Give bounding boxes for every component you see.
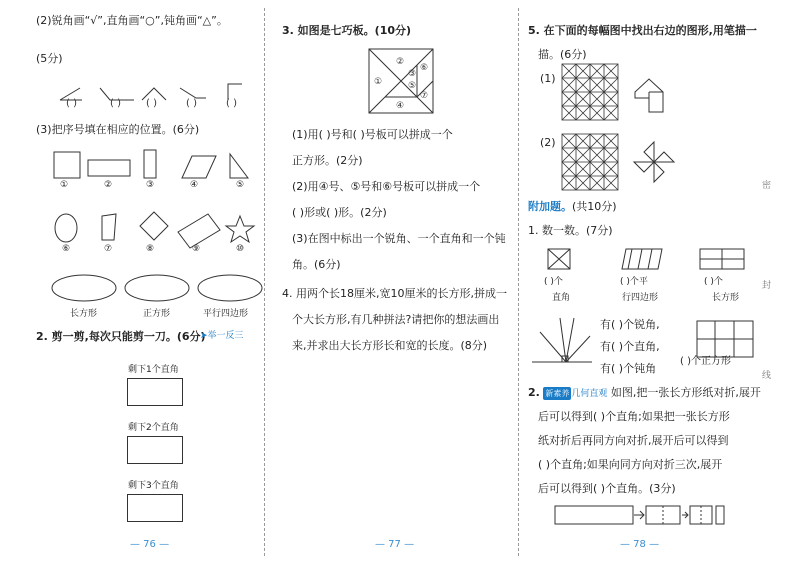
square-count: ( )个正方形 xyxy=(680,356,731,367)
sub-label: (2) xyxy=(540,136,556,149)
tangram-number: ⑤ xyxy=(408,81,417,91)
angle-question: 有( )个钝角 xyxy=(600,362,657,375)
extra-title: 附加题。 xyxy=(528,200,572,213)
question-text: 后可以得到( )个直角。(3分) xyxy=(538,482,676,495)
count-figures xyxy=(546,248,746,272)
target-shape-1 xyxy=(634,78,666,114)
page-number: — 76 — xyxy=(130,539,170,550)
new-literacy-tag: 新素养 xyxy=(545,389,570,398)
count-caption: 行四边形 xyxy=(622,293,659,303)
tag-text: ➤举一反三 xyxy=(200,331,244,341)
question-text: ( )形或( )形。(2分) xyxy=(292,206,387,219)
category-ellipses xyxy=(52,274,262,304)
tangram-number: ⑥ xyxy=(420,63,429,73)
question-2-line xyxy=(528,386,761,401)
question-text: 正方形。(2分) xyxy=(292,154,363,167)
question-text: 纸对折后再同方向对折,展开后可以得到 xyxy=(538,434,729,447)
shape-number: ① xyxy=(60,180,69,190)
shape-number: ⑧ xyxy=(146,244,155,254)
question-text: 描。(6分) xyxy=(538,48,587,61)
question-text: (2)用④号、⑤号和⑥号板可以拼成一个 xyxy=(292,180,481,193)
question-text: 后可以得到( )个直角;如果把一张长方形 xyxy=(538,410,730,423)
count-answer: ( )个 xyxy=(704,277,723,287)
shape-number: ③ xyxy=(146,180,155,190)
grid-figure-2 xyxy=(562,134,618,190)
question-text: 来,并求出大长方形长和宽的长度。(8分) xyxy=(292,339,488,352)
rectangle-box xyxy=(127,436,183,464)
cut-label: 剩下3个直角 xyxy=(128,481,179,491)
question-number: 2. xyxy=(528,386,540,399)
extra-heading xyxy=(528,200,617,213)
tangram-number: ② xyxy=(396,57,405,67)
question-text: (3)把序号填在相应的位置。(6分) xyxy=(36,123,200,136)
sub-label: (1) xyxy=(540,72,556,85)
shape-number: ⑦ xyxy=(104,244,113,254)
shape-number: ② xyxy=(104,180,113,190)
count-caption: 直角 xyxy=(552,293,571,303)
angle-question: 有( )个直角, xyxy=(600,340,660,353)
margin-char: 密 xyxy=(762,181,772,191)
angle-figures xyxy=(56,80,256,109)
tangram-number: ③ xyxy=(408,69,417,79)
svg-text:( ): ( ) xyxy=(226,98,237,109)
question-text: (1)用( )号和( )号板可以拼成一个 xyxy=(292,128,453,141)
shape-number: ④ xyxy=(190,180,199,190)
rectangle-box xyxy=(127,494,183,522)
geometry-tag: 几何直观 xyxy=(571,389,608,399)
count-answer: ( )个平 xyxy=(620,277,648,287)
angle-question: 有( )个锐角, xyxy=(600,318,660,331)
page-number: — 78 — xyxy=(620,539,660,550)
tangram-figure xyxy=(368,48,434,114)
count-answer: ( )个 xyxy=(544,277,563,287)
rectangle-box xyxy=(127,378,183,406)
ellipse-label: 正方形 xyxy=(143,309,171,319)
question-text: 2. 剪一剪,每次只能剪一刀。(6分) xyxy=(36,330,206,343)
cut-label: 剩下2个直角 xyxy=(128,423,179,433)
extra-score: (共10分) xyxy=(572,200,617,213)
ellipse-label: 平行四边形 xyxy=(203,309,249,319)
question-text: 如图,把一张长方形纸对折,展开 xyxy=(610,386,761,399)
question-text: 3. 如图是七巧板。(10分) xyxy=(282,24,412,37)
folding-strips xyxy=(554,504,726,526)
question-text: 角。(6分) xyxy=(292,258,341,271)
column-divider xyxy=(264,8,265,556)
shape-number: ⑩ xyxy=(236,244,245,254)
question-text: ( )个直角;如果向同方向对折三次,展开 xyxy=(538,458,723,471)
tangram-number: ④ xyxy=(396,101,405,111)
page-number: — 77 — xyxy=(375,539,415,550)
shapes-figure xyxy=(50,148,260,278)
target-shape-2 xyxy=(632,140,676,184)
shape-number: ⑨ xyxy=(192,244,201,254)
question-text: 个大长方形,有几种拼法?请把你的想法画出 xyxy=(292,313,500,326)
question-text: 5. 在下面的每幅图中找出右边的图形,用笔描一 xyxy=(528,24,757,37)
svg-text:( ): ( ) xyxy=(186,98,197,109)
question-text: (3)在图中标出一个锐角、一个直角和一个钝 xyxy=(292,232,506,245)
tangram-number: ① xyxy=(374,77,383,87)
margin-char: 线 xyxy=(762,371,772,381)
count-caption: 长方形 xyxy=(712,293,740,303)
svg-text:( ): ( ) xyxy=(146,98,157,109)
cut-label: 剩下1个直角 xyxy=(128,365,179,375)
question-text: 1. 数一数。(7分) xyxy=(528,224,613,237)
angle-rays-figure xyxy=(530,312,594,366)
ellipse-label: 长方形 xyxy=(70,309,98,319)
shape-number: ⑤ xyxy=(236,180,245,190)
svg-text:( ): ( ) xyxy=(66,98,77,109)
grid-figure-1 xyxy=(562,64,618,120)
square-grid-figure xyxy=(696,320,756,360)
svg-text:( ): ( ) xyxy=(110,98,121,109)
shape-number: ⑥ xyxy=(62,244,71,254)
question-text: (2)锐角画“√”,直角画“○”,钝角画“△”。 xyxy=(36,14,228,27)
score-text: (5分) xyxy=(36,52,63,65)
tangram-number: ⑦ xyxy=(420,91,429,101)
question-text: 4. 用两个长18厘米,宽10厘米的长方形,拼成一 xyxy=(282,287,507,300)
margin-char: 封 xyxy=(762,281,772,291)
column-divider xyxy=(518,8,519,556)
